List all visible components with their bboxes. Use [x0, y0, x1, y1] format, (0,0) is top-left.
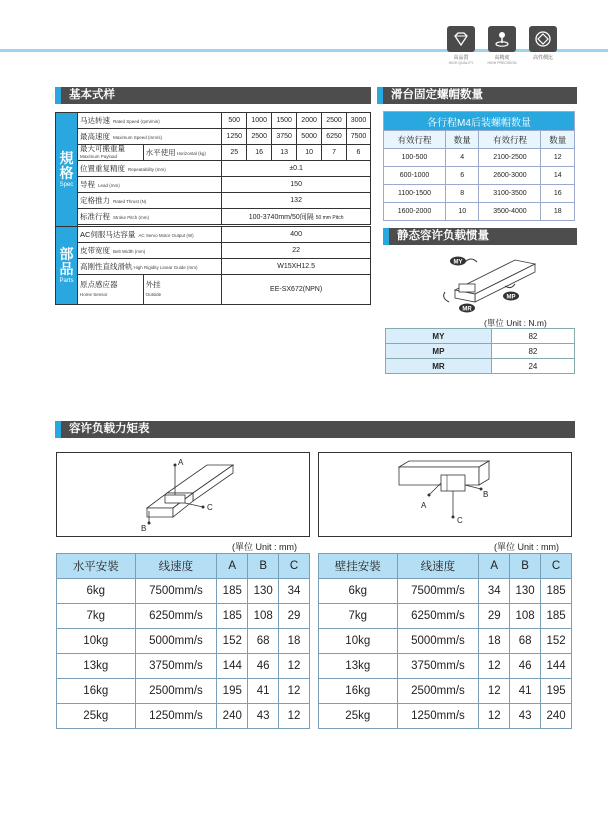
table-cell: 7	[322, 145, 347, 161]
table-cell: 18	[541, 203, 575, 221]
table-cell: 185	[217, 579, 248, 604]
table-cell: 数量	[541, 131, 575, 149]
table-cell: 6kg	[319, 579, 398, 604]
table-cell: 82	[491, 329, 574, 344]
table-cell: 8	[445, 185, 479, 203]
section-static-title: 静态容许负载惯量	[383, 228, 577, 245]
diag-label-c: C	[457, 516, 463, 525]
table-cell: 2500mm/s	[397, 679, 479, 704]
table-cell: 12	[541, 149, 575, 167]
table-cell: 10kg	[319, 629, 398, 654]
table-cell: 12	[279, 654, 310, 679]
section-allow-title: 容许负载力矩表	[55, 421, 575, 438]
table-cell: 10kg	[57, 629, 136, 654]
table-cell: 195	[541, 679, 572, 704]
table-cell: 最大可搬重量 Maximum Payload	[77, 145, 143, 161]
table-cell: 13	[272, 145, 297, 161]
static-moment-diagram	[385, 248, 577, 314]
table-cell: 2100-2500	[479, 149, 541, 167]
table-cell: 数量	[445, 131, 479, 149]
table-cell: 16	[247, 145, 272, 161]
table-cell: 3750mm/s	[135, 654, 217, 679]
table-cell: W15XH12.5	[222, 259, 371, 275]
mr-label: MR	[462, 306, 472, 313]
table-cell: 7500	[347, 129, 371, 145]
spec-side-label: 規 格 Spec	[56, 113, 78, 227]
badge-label: 高精度	[494, 55, 510, 61]
table-cell: 5000mm/s	[135, 629, 217, 654]
table-cell: 25kg	[319, 704, 398, 729]
table-cell: B	[248, 554, 279, 579]
table-cell: 240	[217, 704, 248, 729]
badge-label: 高品質	[453, 55, 469, 61]
table-cell: 24	[491, 359, 574, 374]
table-cell: 各行程M4后装螺帽数量	[384, 112, 575, 131]
unit-right: (單位 Unit : mm)	[494, 542, 559, 552]
target-icon	[529, 26, 557, 52]
table-cell: 1250mm/s	[135, 704, 217, 729]
table-cell: 12	[479, 679, 510, 704]
horizontal-mount-diagram	[56, 452, 310, 537]
table-cell: 12	[479, 704, 510, 729]
table-cell: 25kg	[57, 704, 136, 729]
table-cell: 185	[541, 604, 572, 629]
section-basic-title: 基本式样	[55, 87, 371, 104]
table-cell: 水平安裝	[57, 554, 136, 579]
table-cell: 12	[279, 704, 310, 729]
badge-sub: HIGH QUALITY	[448, 61, 474, 65]
badge-sub: HIGH PRECISION	[487, 61, 517, 65]
table-cell: 500	[222, 113, 247, 129]
table-cell: 3100-3500	[479, 185, 541, 203]
table-cell: 10	[297, 145, 322, 161]
table-cell: 18	[479, 629, 510, 654]
spec-table	[55, 112, 371, 305]
table-cell: 6kg	[57, 579, 136, 604]
table-cell: C	[541, 554, 572, 579]
unit-left: (單位 Unit : mm)	[232, 542, 297, 552]
load-table-wall	[318, 553, 572, 729]
table-cell: 29	[279, 604, 310, 629]
table-cell: 外挂 Outside	[143, 275, 222, 305]
table-cell: 1000	[247, 113, 272, 129]
table-cell: 82	[491, 344, 574, 359]
table-cell: 位置重复精度 Repeatability (mm)	[77, 161, 221, 177]
table-cell: 144	[541, 654, 572, 679]
table-cell: 13kg	[57, 654, 136, 679]
my-label: MY	[453, 259, 463, 266]
table-cell: 240	[541, 704, 572, 729]
table-cell: 130	[248, 579, 279, 604]
table-cell: 46	[248, 654, 279, 679]
table-cell: 4	[445, 149, 479, 167]
table-cell: 43	[510, 704, 541, 729]
table-cell: MY	[386, 329, 492, 344]
table-cell: 7500mm/s	[135, 579, 217, 604]
table-cell: C	[279, 554, 310, 579]
table-cell: A	[217, 554, 248, 579]
badge-label: 高性價比	[532, 55, 553, 61]
table-cell: 有效行程	[479, 131, 541, 149]
table-cell: 108	[248, 604, 279, 629]
table-cell: 马达转速 Rated Speed (rpm/min)	[77, 113, 221, 129]
table-cell: 152	[217, 629, 248, 654]
table-cell: MP	[386, 344, 492, 359]
table-cell: 18	[279, 629, 310, 654]
table-cell: 185	[541, 579, 572, 604]
table-cell: 水平使用Horizontal (kg)	[143, 145, 222, 161]
table-cell: 152	[541, 629, 572, 654]
table-cell: 1600-2000	[384, 203, 446, 221]
table-cell: 12	[279, 679, 310, 704]
table-cell: 34	[479, 579, 510, 604]
table-cell: 6250mm/s	[397, 604, 479, 629]
table-cell: 22	[222, 243, 371, 259]
table-cell: 100-500	[384, 149, 446, 167]
table-cell: 1250	[222, 129, 247, 145]
section-bolt-title: 滑台固定螺帽数量	[377, 87, 577, 104]
table-cell: 线速度	[397, 554, 479, 579]
table-cell: 68	[510, 629, 541, 654]
table-cell: 1100-1500	[384, 185, 446, 203]
table-cell: 有效行程	[384, 131, 446, 149]
table-cell: B	[510, 554, 541, 579]
table-cell: 12	[479, 654, 510, 679]
table-cell: 2000	[297, 113, 322, 129]
table-cell: 41	[510, 679, 541, 704]
table-cell: 185	[217, 604, 248, 629]
diag-label-b: B	[483, 490, 489, 499]
diag-label-c: C	[207, 503, 213, 512]
table-cell: 43	[248, 704, 279, 729]
static-unit: (單位 Unit : N.m)	[484, 318, 547, 328]
table-cell: 108	[510, 604, 541, 629]
diamond-icon	[447, 26, 475, 52]
table-cell: 6250	[322, 129, 347, 145]
table-cell: 标准行程 Stroke Pitch (mm)	[77, 209, 221, 225]
mp-label: MP	[506, 294, 516, 301]
static-moment-table	[385, 328, 575, 374]
table-cell: 6	[445, 167, 479, 185]
table-cell: 3000	[347, 113, 371, 129]
table-cell: 1250mm/s	[397, 704, 479, 729]
header-line	[0, 49, 608, 52]
table-cell: 2600-3000	[479, 167, 541, 185]
table-cell: 34	[279, 579, 310, 604]
diag-label-b: B	[141, 524, 147, 533]
table-cell: 2500	[247, 129, 272, 145]
table-cell: 132	[222, 193, 371, 209]
table-cell: 16	[541, 185, 575, 203]
table-cell: 100-3740mm/50间隔 50 mm Pitch	[222, 209, 371, 225]
table-cell: 130	[510, 579, 541, 604]
table-cell: 16kg	[57, 679, 136, 704]
table-cell: 7kg	[319, 604, 398, 629]
table-cell: 6250mm/s	[135, 604, 217, 629]
diag-label-a: A	[421, 501, 427, 510]
table-cell: 14	[541, 167, 575, 185]
bolt-table	[383, 111, 575, 221]
table-cell: 150	[222, 177, 371, 193]
table-cell: 原点感应器 Home Sensor	[77, 275, 143, 305]
parts-side-label: 部 品 Parts	[56, 227, 78, 305]
table-cell: 13kg	[319, 654, 398, 679]
table-cell: 41	[248, 679, 279, 704]
table-cell: 3750	[272, 129, 297, 145]
table-cell: A	[479, 554, 510, 579]
wall-mount-diagram	[318, 452, 572, 537]
table-cell: 壁挂安裝	[319, 554, 398, 579]
table-cell: 144	[217, 654, 248, 679]
table-cell: 3500-4000	[479, 203, 541, 221]
table-cell: ±0.1	[222, 161, 371, 177]
table-cell: 7500mm/s	[397, 579, 479, 604]
table-cell: 6	[347, 145, 371, 161]
table-cell: 1500	[272, 113, 297, 129]
table-cell: 600-1000	[384, 167, 446, 185]
table-cell: 2500mm/s	[135, 679, 217, 704]
table-cell: 46	[510, 654, 541, 679]
table-cell: 皮带宽度 Belt Width (mm)	[77, 243, 221, 259]
joystick-icon	[488, 26, 516, 52]
table-cell: 29	[479, 604, 510, 629]
table-cell: AC伺服马达容量 AC Servo Motor Output (W)	[77, 227, 221, 243]
table-cell: 68	[248, 629, 279, 654]
table-cell: EE-SX672(NPN)	[222, 275, 371, 305]
table-cell: 5000mm/s	[397, 629, 479, 654]
table-cell: 10	[445, 203, 479, 221]
table-cell: 最高速度 Maximum Speed (mm/s)	[77, 129, 221, 145]
table-cell: 高刚性直线滑轨High Rigidity Linear Guide (mm)	[77, 259, 221, 275]
table-cell: 线速度	[135, 554, 217, 579]
table-cell: 400	[222, 227, 371, 243]
table-cell: 25	[222, 145, 247, 161]
table-cell: 3750mm/s	[397, 654, 479, 679]
table-cell: MR	[386, 359, 492, 374]
table-cell: 7kg	[57, 604, 136, 629]
table-cell: 2500	[322, 113, 347, 129]
table-cell: 195	[217, 679, 248, 704]
table-cell: 导程 Lead (mm)	[77, 177, 221, 193]
table-cell: 16kg	[319, 679, 398, 704]
table-cell: 定格推力 Rated Thrust (N)	[77, 193, 221, 209]
load-table-horizontal	[56, 553, 310, 729]
diag-label-a: A	[178, 458, 184, 467]
table-cell: 5000	[297, 129, 322, 145]
